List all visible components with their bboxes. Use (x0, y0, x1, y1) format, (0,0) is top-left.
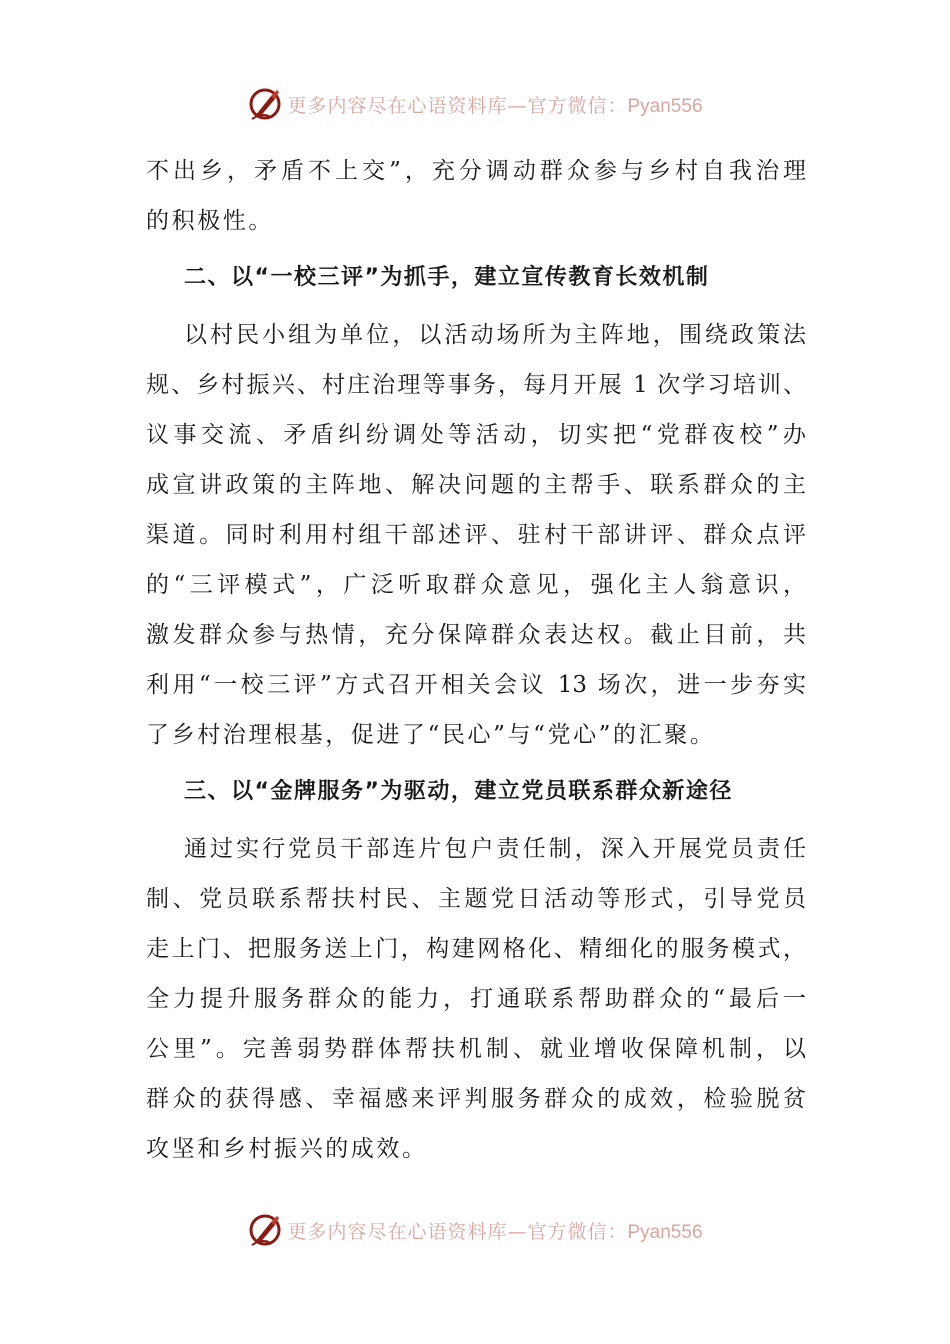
text-line: 的“三评模式”，广泛听取群众意见，强化主人翁意识， (146, 572, 806, 598)
text-line: 规、乡村振兴、村庄治理等事务，每月开展 1 次学习培训、 (146, 372, 806, 398)
text-line: 了乡村治理根基，促进了“民心”与“党心”的汇聚。 (146, 722, 716, 748)
wechat-id: Pyan556 (627, 1221, 703, 1243)
wechat-id: Pyan556 (627, 95, 703, 117)
section-heading-2: 二、以“一校三评”为抓手，建立宣传教育长效机制 (184, 265, 710, 290)
document-body (146, 146, 806, 1174)
banner-text: 更多内容尽在心语资料库—官方微信：Pyan556 (287, 94, 703, 117)
text-line: 激发群众参与热情，充分保障群众表达权。截止目前，共 (146, 622, 806, 648)
text-line: 成宣讲政策的主阵地、解决问题的主帮手、联系群众的主 (146, 472, 806, 498)
pen-logo-icon (247, 1212, 283, 1248)
text-line: 不出乡，矛盾不上交”，充分调动群众参与乡村自我治理 (146, 158, 806, 184)
text-line: 群众的获得感、幸福感来评判服务群众的成效，检验脱贫 (146, 1086, 806, 1112)
text-line: 渠道。同时利用村组干部述评、驻村干部讲评、群众点评 (146, 522, 806, 548)
text-line: 议事交流、矛盾纠纷调处等活动，切实把“党群夜校”办 (146, 422, 806, 448)
text-line: 通过实行党员干部连片包户责任制，深入开展党员责任 (184, 836, 806, 862)
footer-watermark-banner (0, 1210, 950, 1250)
text-line: 攻坚和乡村振兴的成效。 (146, 1136, 428, 1162)
text-line: 公里”。完善弱势群体帮扶机制、就业增收保障机制，以 (146, 1036, 806, 1062)
banner-text: 更多内容尽在心语资料库—官方微信：Pyan556 (287, 1220, 703, 1243)
pen-logo-icon (247, 86, 283, 122)
header-watermark-banner (0, 84, 950, 124)
text-line: 制、党员联系帮扶村民、主题党日活动等形式，引导党员 (146, 886, 806, 912)
text-line: 的积极性。 (146, 208, 274, 234)
text-line: 走上门、把服务送上门，构建网格化、精细化的服务模式， (146, 936, 806, 962)
text-line: 利用“一校三评”方式召开相关会议 13 场次，进一步夯实 (146, 672, 806, 698)
text-line: 以村民小组为单位，以活动场所为主阵地，围绕政策法 (184, 322, 806, 348)
section-heading-3: 三、以“金牌服务”为驱动，建立党员联系群众新途径 (184, 779, 733, 804)
text-line: 全力提升服务群众的能力，打通联系帮助群众的“最后一 (146, 986, 806, 1012)
